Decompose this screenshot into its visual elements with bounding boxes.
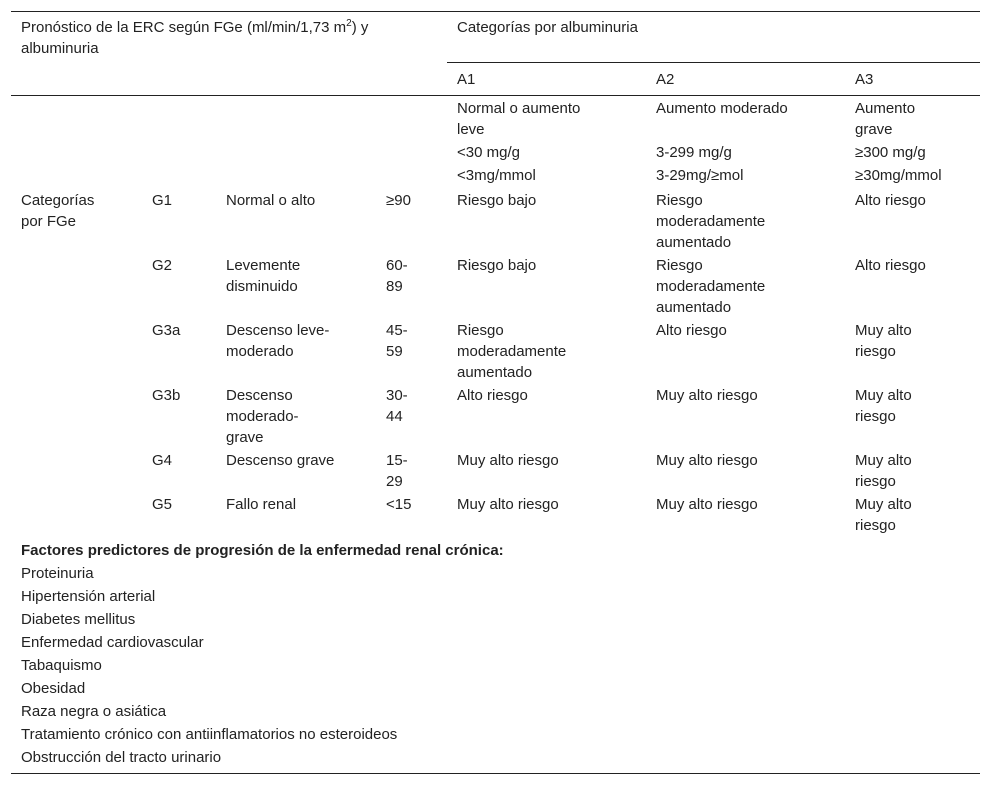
factor-item-9: Obstrucción del tracto urinario <box>21 749 222 766</box>
a2-desc-line2: 3-299 mg/g <box>656 144 732 161</box>
a3-desc-line1: Aumento <box>855 100 916 117</box>
g2-a3-risk: Alto riesgo <box>855 257 926 274</box>
g3a-desc-1: Descenso leve- <box>226 322 330 339</box>
prognosis-header-superscript: 2 <box>346 18 352 29</box>
g1-desc: Normal o alto <box>226 192 316 209</box>
g5-a1-risk: Muy alto riesgo <box>457 496 559 513</box>
g2-a2-risk-3: aumentado <box>656 299 732 316</box>
g4-code: G4 <box>152 452 173 469</box>
g2-a2-risk-1: Riesgo <box>656 257 703 274</box>
header-bottom-rule <box>11 95 980 96</box>
g1-code: G1 <box>152 192 173 209</box>
col-header-a3: A3 <box>855 71 874 88</box>
g3a-desc-2: moderado <box>226 343 294 360</box>
g3b-a2-risk: Muy alto riesgo <box>656 387 758 404</box>
factor-item-8: Tratamiento crónico con antiinflamatorios no esteroideos <box>21 726 398 743</box>
col-header-a2: A2 <box>656 71 675 88</box>
g3b-a3-risk-2: riesgo <box>855 408 896 425</box>
prognosis-header-text-end: ) y <box>351 19 369 36</box>
g1-a1-risk: Riesgo bajo <box>457 192 537 209</box>
g5-code: G5 <box>152 496 173 513</box>
factor-item-6: Obesidad <box>21 680 86 697</box>
table-top-rule <box>11 11 980 12</box>
g3a-range-2: 59 <box>386 343 403 360</box>
factor-item-1: Proteinuria <box>21 565 94 582</box>
g3b-desc-2: moderado- <box>226 408 299 425</box>
g3b-desc-3: grave <box>226 429 264 446</box>
g3b-range-1: 30- <box>386 387 408 404</box>
g2-code: G2 <box>152 257 173 274</box>
a2-desc-line3: 3-29mg/≥mol <box>656 167 744 184</box>
prognosis-header-line2: albuminuria <box>21 40 99 57</box>
g4-desc: Descenso grave <box>226 452 335 469</box>
row-group-label-line1: Categorías <box>21 192 95 209</box>
col-header-a1: A1 <box>457 71 476 88</box>
a1-desc-line2: leve <box>457 121 485 138</box>
factor-item-5: Tabaquismo <box>21 657 102 674</box>
a2-desc-line1: Aumento moderado <box>656 100 788 117</box>
g4-range-1: 15- <box>386 452 408 469</box>
g3a-range-1: 45- <box>386 322 408 339</box>
g5-a3-risk-2: riesgo <box>855 517 896 534</box>
g2-range-2: 89 <box>386 278 403 295</box>
g4-range-2: 29 <box>386 473 403 490</box>
factor-item-7: Raza negra o asiática <box>21 703 167 720</box>
a3-desc-line3: ≥300 mg/g <box>855 144 926 161</box>
factor-item-4: Enfermedad cardiovascular <box>21 634 204 651</box>
g4-a1-risk: Muy alto riesgo <box>457 452 559 469</box>
g3b-code: G3b <box>152 387 181 404</box>
g3a-a3-risk-2: riesgo <box>855 343 896 360</box>
g3a-a1-risk-3: aumentado <box>457 364 533 381</box>
g3a-a3-risk-1: Muy alto <box>855 322 912 339</box>
g2-desc-2: disminuido <box>226 278 298 295</box>
albuminuria-categories-header: Categorías por albuminuria <box>457 19 638 36</box>
g3a-a1-risk-2: moderadamente <box>457 343 567 360</box>
a3-desc-line2: grave <box>855 121 893 138</box>
g1-range: ≥90 <box>386 192 411 209</box>
g2-a1-risk: Riesgo bajo <box>457 257 537 274</box>
g3b-a1-risk: Alto riesgo <box>457 387 528 404</box>
a1-desc-line3: <30 mg/g <box>457 144 520 161</box>
a1-desc-line1: Normal o aumento <box>457 100 581 117</box>
g5-range: <15 <box>386 496 412 513</box>
g1-a2-risk-1: Riesgo <box>656 192 703 209</box>
g3b-desc-1: Descenso <box>226 387 293 404</box>
g3a-a2-risk: Alto riesgo <box>656 322 727 339</box>
factors-title-text: Factores predictores de progresión de la enfermedad renal crónica: <box>21 542 504 559</box>
g3a-code: G3a <box>152 322 181 339</box>
table-bottom-rule <box>11 773 980 774</box>
g2-desc-1: Levemente <box>226 257 301 274</box>
factor-item-2: Hipertensión arterial <box>21 588 156 605</box>
g1-a3-risk: Alto riesgo <box>855 192 926 209</box>
g3a-a1-risk-1: Riesgo <box>457 322 504 339</box>
prognosis-header <box>21 17 368 38</box>
g5-desc: Fallo renal <box>226 496 297 513</box>
g5-a3-risk-1: Muy alto <box>855 496 912 513</box>
factor-item-3: Diabetes mellitus <box>21 611 136 628</box>
a1-desc-line4: <3mg/mmol <box>457 167 536 184</box>
row-group-label-line2: por FGe <box>21 213 77 230</box>
g1-a2-risk-2: moderadamente <box>656 213 766 230</box>
g4-a2-risk: Muy alto riesgo <box>656 452 758 469</box>
g4-a3-risk-2: riesgo <box>855 473 896 490</box>
g2-range-1: 60- <box>386 257 408 274</box>
a3-desc-line4: ≥30mg/mmol <box>855 167 942 184</box>
g2-a2-risk-2: moderadamente <box>656 278 766 295</box>
g1-a2-risk-3: aumentado <box>656 234 732 251</box>
prognosis-header-text: Pronóstico de la ERC según FGe (ml/min/1,73 m <box>21 19 347 36</box>
albuminuria-sub-rule <box>447 62 980 63</box>
g3b-a3-risk-1: Muy alto <box>855 387 912 404</box>
factors-title <box>21 540 504 561</box>
g4-a3-risk-1: Muy alto <box>855 452 912 469</box>
g3b-range-2: 44 <box>386 408 403 425</box>
g5-a2-risk: Muy alto riesgo <box>656 496 758 513</box>
